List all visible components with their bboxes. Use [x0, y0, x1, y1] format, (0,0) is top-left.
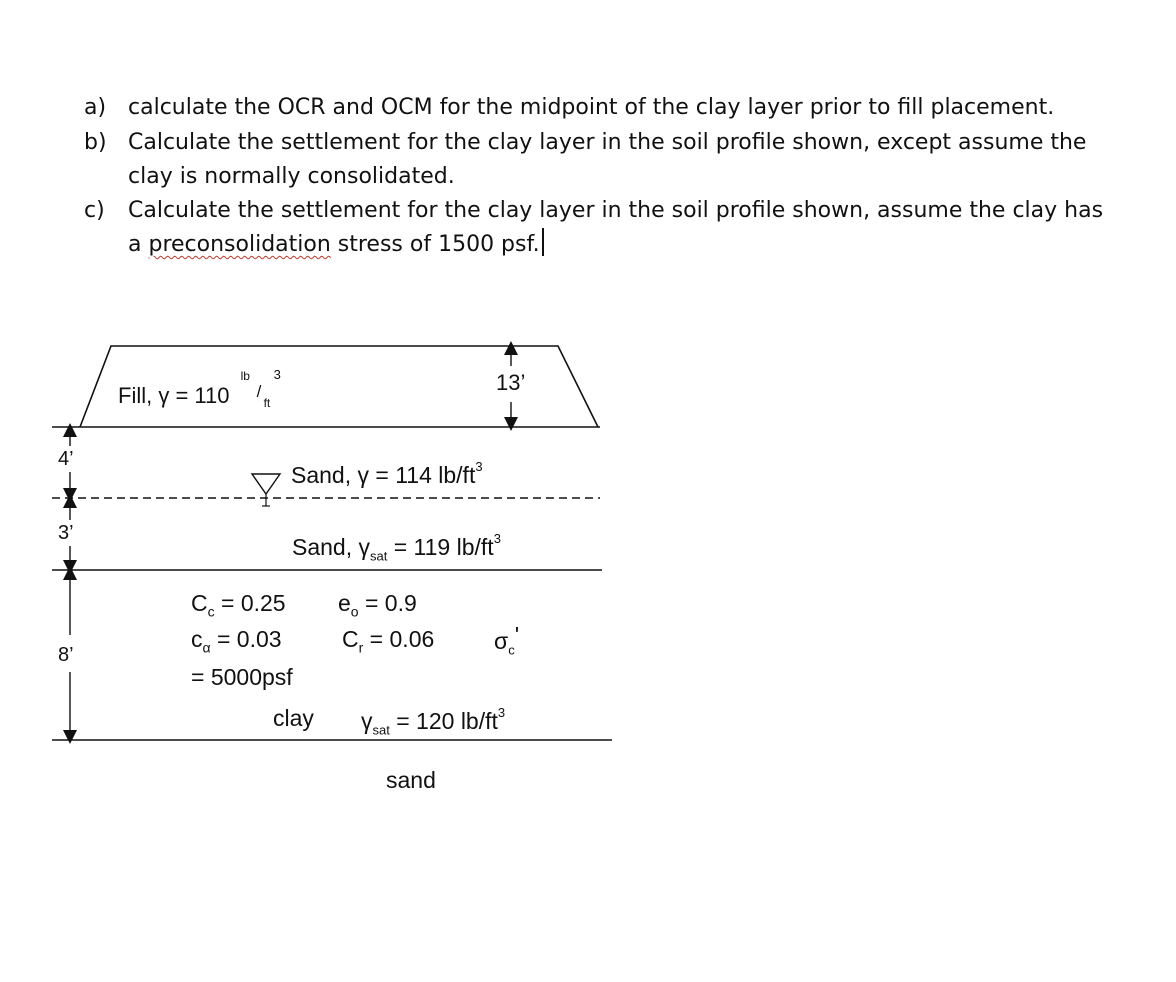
question-label: c)	[84, 198, 105, 223]
sat-sand-thickness-label: 3’	[58, 522, 74, 544]
clay-layer-name: clay	[273, 705, 314, 731]
text-suffix: stress of 1500 psf.	[330, 232, 540, 257]
dry-sand-text: Sand, γ = 114 lb/ft	[291, 462, 476, 488]
bottom-sand-label: sand	[386, 767, 436, 793]
void-ratio-label: $e_o = 0.9$	[338, 590, 417, 620]
preconsolidation-stress-value: = 5000psf	[191, 664, 293, 690]
dry-sand-thickness-label: 4’	[58, 448, 74, 470]
saturated-sand-label	[292, 531, 501, 564]
compression-index-label: $C_c = 0.25$	[191, 590, 286, 620]
question-text: Calculate the settlement for the clay layer in the soil profile shown, except assume the	[128, 130, 1087, 155]
question-text: Calculate the settlement for the clay layer in the soil profile shown, assume the clay has	[128, 198, 1104, 223]
sat-sand-text: Sand, γ	[292, 534, 370, 560]
fill-unit-bottom: ft	[263, 396, 271, 410]
fill-label	[118, 367, 281, 410]
text-prefix: a	[128, 232, 149, 257]
question-label: a)	[84, 95, 107, 120]
question-label: b)	[84, 130, 107, 155]
water-table-triangle-icon	[252, 474, 280, 506]
fill-thickness-label: 13’	[496, 370, 526, 395]
dry-sand-exponent: 3	[475, 459, 483, 474]
question-text-continued: clay is normally consolidated.	[128, 164, 455, 189]
clay-unit-weight-label: $\gamma_{sat} = 120$ $lb/ft^3$	[361, 705, 506, 738]
fill-unit-exponent: 3	[273, 367, 281, 382]
sat-sand-value: = 119 lb/ft	[387, 534, 494, 560]
clay-thickness-label: 8’	[58, 644, 74, 666]
fill-gamma-text: Fill, γ = 110	[118, 383, 236, 408]
preconsolidation-stress-symbol: $\sigma_c'$	[494, 622, 520, 658]
secondary-compression-label: $c_\alpha = 0.03$	[191, 626, 282, 656]
dry-sand-label	[291, 459, 483, 489]
recompression-index-label: $C_r = 0.06$	[342, 626, 435, 656]
fill-unit-top: lb	[240, 369, 250, 383]
spelling-underlined-word: preconsolidation	[148, 232, 331, 257]
fill-unit-slash: /	[256, 382, 262, 401]
sat-sand-exponent: 3	[493, 531, 501, 546]
sat-sand-subscript: sat	[370, 548, 388, 564]
question-text: calculate the OCR and OCM for the midpoint of the clay layer prior to fill placement.	[128, 95, 1055, 120]
